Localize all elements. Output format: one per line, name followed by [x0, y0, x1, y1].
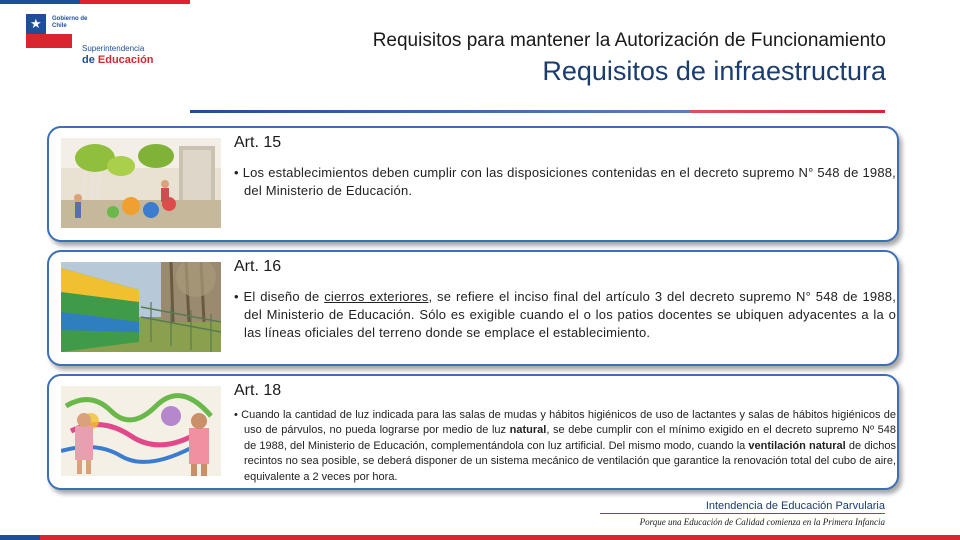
underlined-term: cierros exteriores: [324, 289, 429, 304]
article-text-part: • El diseño de: [234, 289, 325, 304]
superintendencia-logo: [26, 14, 166, 74]
article-number: Art. 15: [234, 134, 282, 151]
children-painting-photo: [61, 386, 221, 476]
article-text: [234, 164, 896, 200]
footer-divider: [600, 513, 885, 514]
article-text-part: • Cuando la cantidad de luz indicada para las salas de mudas y hábitos higiénicos de uso de lactantes y salas de hábitos higiénicos de uso de párvulos, no pueda lograrse por medio de luz: [234, 409, 896, 437]
footer-org: Intendencia de Educación Parvularia: [705, 500, 885, 512]
gov-label: Gobierno de Chile: [52, 16, 88, 29]
article-text: [234, 288, 896, 342]
bold-term: natural: [509, 424, 547, 437]
logo-superintendencia: Superintendencia: [82, 44, 145, 53]
title-divider: [190, 110, 885, 113]
article-card-15: [47, 126, 899, 242]
article-number: Art. 16: [234, 258, 282, 275]
fence-photo: [61, 262, 221, 352]
logo-edu-word: Educación: [97, 54, 154, 66]
article-text-part: , se refiere el inciso final del artículo 3 del decreto supremo N° 548 de 1988, del Ministerio de Educación. Sólo es exigible cuando el o los patios docentes se ubiquen adyacentes a la o las líneas oficiales del terreno donde se emplace el establecimiento.: [244, 289, 897, 340]
bottom-accent-bar: [0, 535, 960, 540]
article-card-16: [47, 250, 899, 366]
article-text-part: de dichos recintos no sea posible, se deberá disponer de un sistema mecánico de ventilación que garantice la renovación total del cubo de aire, equivalente a 2 veces por hora.: [244, 439, 896, 483]
article-card-18: [47, 374, 899, 490]
article-number: Art. 18: [234, 382, 282, 399]
article-text-part: , se debe cumplir con el mínimo exigido en el decreto supremo Nº 548 de 1988, del Ministerio de Educación, complementándola con luz artificial. Del mismo modo, cuando la: [244, 424, 897, 452]
logo-educacion: [82, 54, 154, 66]
page-subtitle: Requisitos para mantener la Autorización de Funcionamiento: [372, 30, 886, 51]
top-accent-bar: [0, 0, 960, 4]
bold-term: ventilación natural: [748, 439, 846, 452]
article-text-body: • Los establecimientos deben cumplir con las disposiciones contenidas en el decreto supremo N° 548 de 1988, del Ministerio de Educación.: [234, 165, 896, 198]
star-icon: ★: [30, 16, 42, 31]
chile-flag-icon: [26, 14, 88, 54]
classroom-photo: [61, 138, 221, 228]
footer-slogan: Porque una Educación de Calidad comienza en la Primera Infancia: [639, 517, 885, 527]
logo-de: de: [82, 54, 95, 66]
article-text: [234, 408, 896, 485]
page-title: Requisitos de infraestructura: [542, 56, 886, 86]
